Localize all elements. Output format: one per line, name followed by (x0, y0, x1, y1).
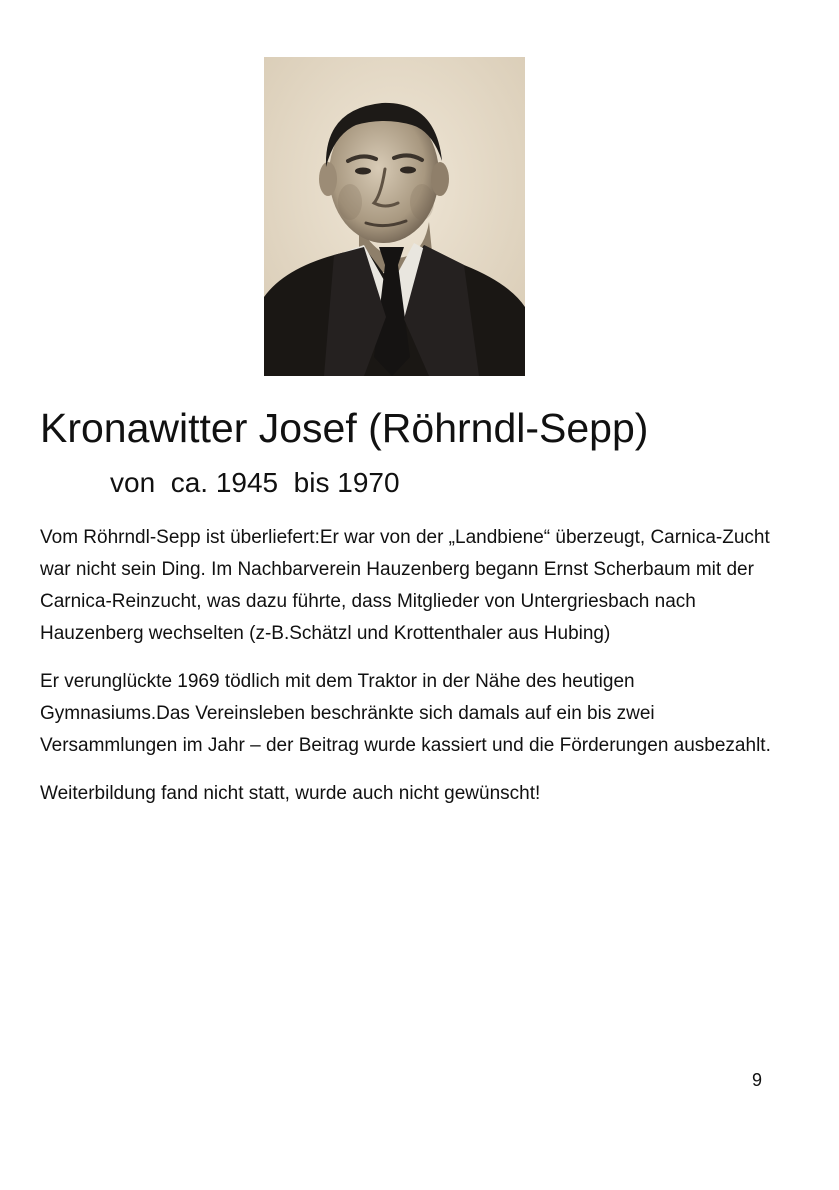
paragraph-2: Er verunglückte 1969 tödlich mit dem Traktor in der Nähe des heutigen Gymnasiums.Das Vereinsleben beschränkte sich damals auf ein bis zwei Versammlungen im Jahr – der Beitrag wurde kassiert und die Förderungen ausbezahlt. (40, 671, 771, 756)
body-text (40, 522, 780, 826)
page-number: 9 (752, 1070, 763, 1090)
paragraph-3: Weiterbildung fand nicht statt, wurde auch nicht gewünscht! (40, 783, 541, 804)
paragraph-1: Vom Röhrndl-Sepp ist überliefert:Er war von der „Landbiene“ überzeugt, Carnica-Zucht war nicht sein Ding. Im Nachbarverein Hauzenberg begann Ernst Scherbaum mit der Carnica-Reinzucht, was dazu führte, dass Mitglieder von Untergriesbach nach Hauzenberg wechselten (z-B.Schätzl und Krottenthaler aus Hubing) (40, 527, 770, 644)
period-subtitle: von ca. 1945 bis 1970 (110, 467, 400, 498)
page-title: Kronawitter Josef (Röhrndl-Sepp) (40, 405, 649, 451)
portrait-photo (264, 57, 525, 376)
portrait-illustration (264, 57, 525, 376)
